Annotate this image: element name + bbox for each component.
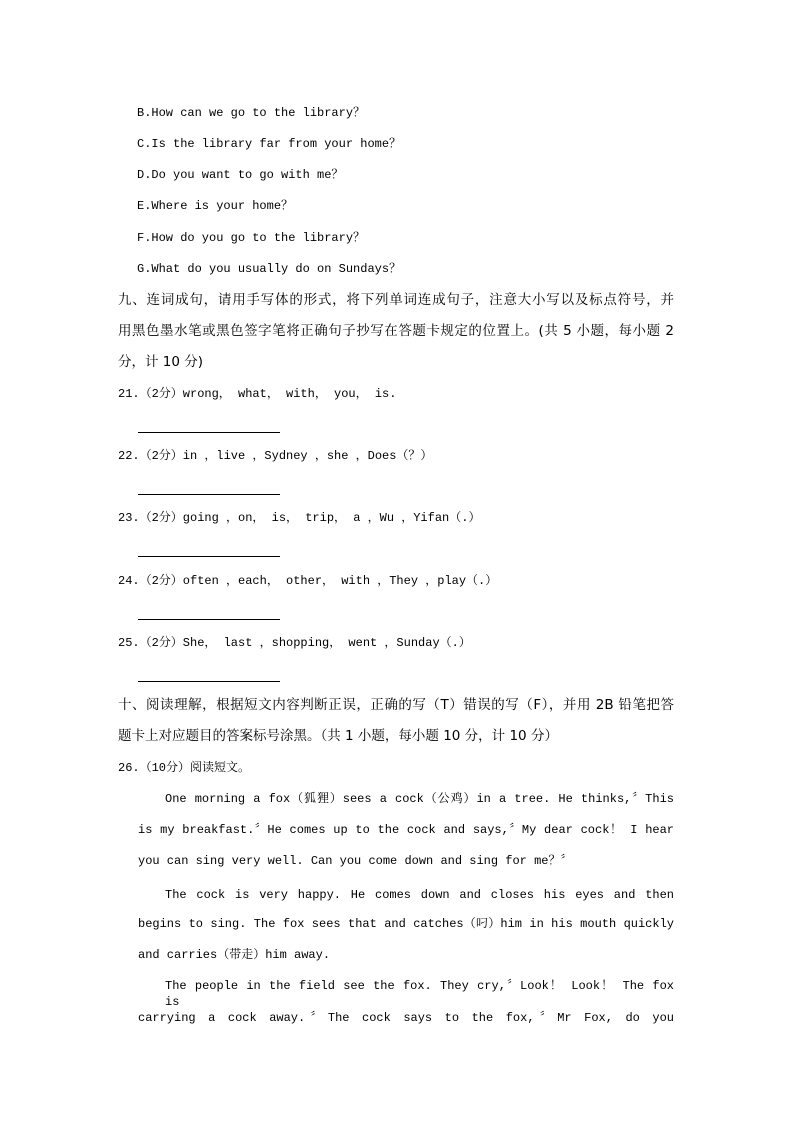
section-10-heading-line2: 题卡上对应题目的答案标号涂黑。（共 1 小题，每小题 10 分，计 10 分） bbox=[118, 728, 558, 744]
option-d: D.Do you want to go with me？ bbox=[137, 168, 344, 182]
passage-line: One morning a fox（狐狸）sees a cock（公鸡）in a tree. He thinks,〞This bbox=[165, 792, 674, 806]
question-26: 26.（10分）阅读短文。 bbox=[118, 761, 251, 775]
question-22: 22.（2分）in ，live ，Sydney ，she ，Does（？） bbox=[118, 449, 433, 463]
passage-line: carrying a cock away.〞The cock says to the fox,〞Mr Fox, do you bbox=[138, 1011, 674, 1025]
question-21: 21.（2分）wrong， what， with， you， is. bbox=[118, 387, 397, 401]
passage-line: is my breakfast.〞He comes up to the cock and says,〞My dear cock！ I hear bbox=[138, 823, 674, 837]
passage-line: The cock is very happy. He comes down and closes his eyes and then bbox=[165, 888, 674, 902]
answer-line-24 bbox=[138, 619, 280, 620]
option-b: B.How can we go to the library？ bbox=[137, 106, 366, 120]
option-c: C.Is the library far from your home？ bbox=[137, 137, 402, 151]
answer-line-21 bbox=[138, 432, 280, 433]
option-e: E.Where is your home？ bbox=[137, 199, 294, 213]
answer-line-25 bbox=[138, 681, 280, 682]
question-25: 25.（2分）She， last ，shopping， went ，Sunday（.） bbox=[118, 636, 471, 650]
option-f: F.How do you go to the library？ bbox=[137, 231, 366, 245]
section-9-heading: 九、连词成句，请用手写体的形式，将下列单词连成句子，注意大小写以及标点符号，并 bbox=[118, 292, 674, 308]
question-23: 23.（2分）going ，on， is， trip， a ，Wu ，Yifan（.） bbox=[118, 511, 481, 525]
passage-line: begins to sing. The fox sees that and catches（叼）him in his mouth quickly bbox=[138, 917, 674, 931]
passage-line: and carries（带走）him away. bbox=[138, 948, 331, 962]
passage-line: The people in the field see the fox. They cry,〞Look！ Look！ The fox is bbox=[165, 979, 674, 1009]
section-9-heading-line3: 分，计 10 分) bbox=[118, 354, 204, 370]
option-g: G.What do you usually do on Sundays？ bbox=[137, 262, 402, 276]
answer-line-23 bbox=[138, 556, 280, 557]
question-24: 24.（2分）often ，each， other， with ，They ，play（.） bbox=[118, 574, 498, 588]
answer-line-22 bbox=[138, 494, 280, 495]
section-9-heading-line2: 用黑色墨水笔或黑色签字笔将正确句子抄写在答题卡规定的位置上。(共 5 小题，每小题 2 bbox=[118, 323, 674, 339]
section-10-heading: 十、阅读理解，根据短文内容判断正误，正确的写（T）错误的写（F），并用 2B 铅笔把答 bbox=[118, 697, 674, 713]
passage-line: you can sing very well. Can you come down and sing for me？〞 bbox=[138, 854, 573, 868]
